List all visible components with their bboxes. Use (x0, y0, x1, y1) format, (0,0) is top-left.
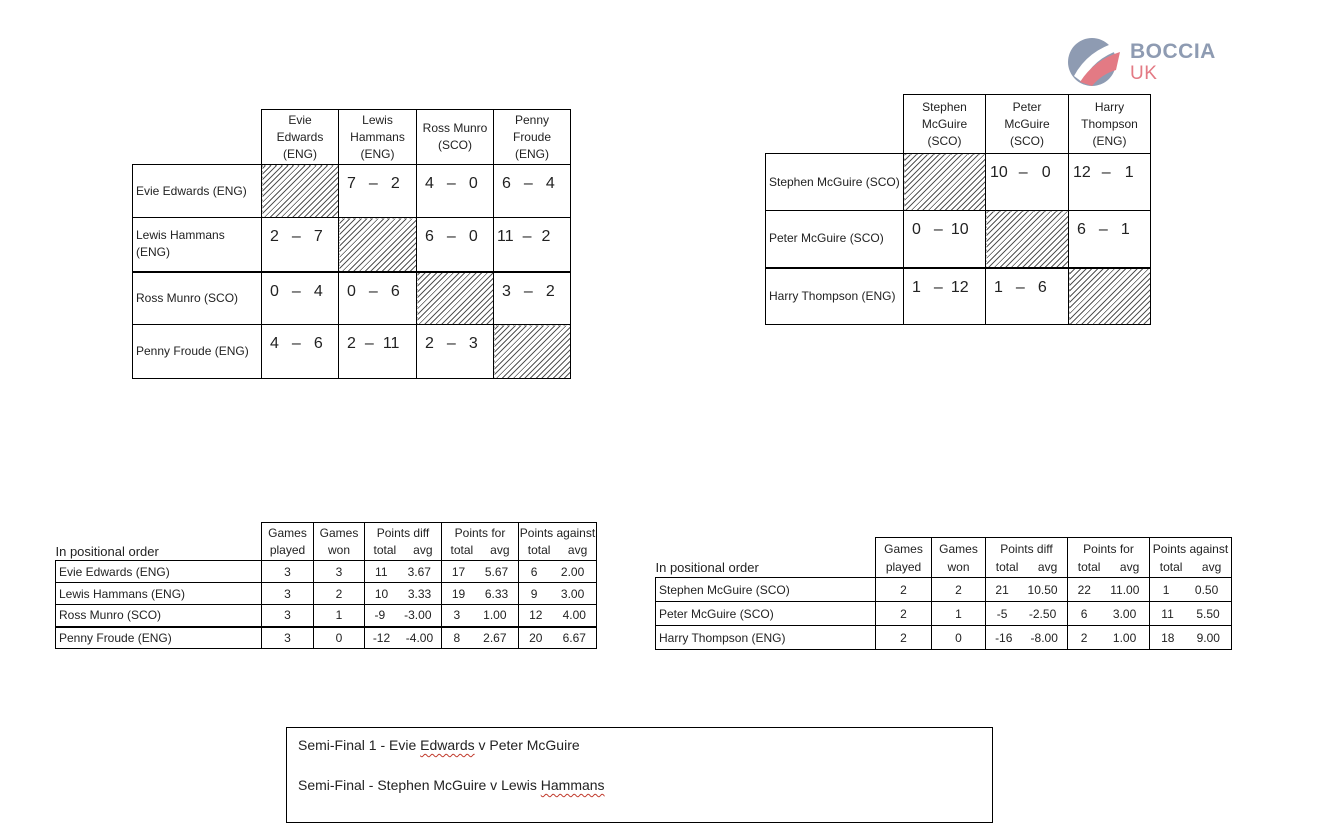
points-against-header: Points against total avg (519, 523, 597, 561)
standing-name: Peter McGuire (SCO) (656, 602, 876, 626)
score-cell: 2 – 11 (339, 325, 417, 379)
score-cell: 0 – 10 (904, 211, 986, 268)
standing-for: 6 3.00 (1068, 602, 1150, 626)
col-header-ross-munro: Ross Munro (SCO) (417, 110, 494, 165)
boccia-logo-icon (1066, 36, 1122, 88)
hatched-cell (262, 165, 339, 218)
standing-against: 18 9.00 (1150, 626, 1232, 650)
standing-won: 2 (314, 583, 365, 605)
row-header-lewis-hammans: Lewis Hammans (ENG) (133, 218, 262, 272)
standing-played: 3 (262, 583, 314, 605)
standing-diff: -9 -3.00 (365, 605, 442, 627)
group2-results-grid (765, 94, 1151, 325)
hatched-cell (904, 154, 986, 211)
standing-played: 3 (262, 605, 314, 627)
score-cell: 12 – 1 (1069, 154, 1151, 211)
hatched-cell (986, 211, 1069, 268)
score-cell: 6 – 1 (1069, 211, 1151, 268)
standing-name: Ross Munro (SCO) (56, 605, 262, 627)
col-header-penny-froude: Penny Froude (ENG) (494, 110, 571, 165)
standing-played: 2 (876, 578, 932, 602)
points-against-header: Points against total avg (1150, 538, 1232, 578)
score-cell: 6 – 4 (494, 165, 571, 218)
standing-against: 9 3.00 (519, 583, 597, 605)
standing-played: 3 (262, 561, 314, 583)
group2-standings-table (655, 537, 1232, 650)
standing-played: 3 (262, 627, 314, 649)
score-cell: 0 – 4 (262, 272, 339, 325)
hatched-cell (494, 325, 571, 379)
standing-won: 0 (314, 627, 365, 649)
score-cell: 4 – 6 (262, 325, 339, 379)
points-for-header: Points for total avg (1068, 538, 1150, 578)
score-cell: 10 – 0 (986, 154, 1069, 211)
score-cell: 1 – 6 (986, 268, 1069, 325)
row-header-penny-froude: Penny Froude (ENG) (133, 325, 262, 379)
score-cell: 0 – 6 (339, 272, 417, 325)
semi-final-2-line: Semi-Final - Stephen McGuire v Lewis Hammans (298, 777, 605, 793)
col-header-lewis-hammans: Lewis Hammans (ENG) (339, 110, 417, 165)
standing-diff: -5 -2.50 (986, 602, 1068, 626)
logo-text-uk: UK (1130, 63, 1158, 84)
positional-order-label: In positional order (55, 544, 159, 559)
standing-diff: -16 -8.00 (986, 626, 1068, 650)
standing-against: 20 6.67 (519, 627, 597, 649)
logo-text-boccia: BOCCIA (1130, 40, 1216, 63)
hatched-cell (1069, 268, 1151, 325)
row-header-evie-edwards: Evie Edwards (ENG) (133, 165, 262, 218)
score-cell: 6 – 0 (417, 218, 494, 272)
standing-won: 0 (932, 626, 986, 650)
score-cell: 2 – 7 (262, 218, 339, 272)
points-diff-header: Points diff total avg (986, 538, 1068, 578)
grid-corner (133, 110, 262, 165)
standing-won: 2 (932, 578, 986, 602)
games-played-header: Games played (262, 523, 314, 561)
score-cell: 7 – 2 (339, 165, 417, 218)
group1-standings-table (55, 522, 597, 649)
score-cell: 3 – 2 (494, 272, 571, 325)
standing-for: 17 5.67 (442, 561, 519, 583)
points-for-header: Points for total avg (442, 523, 519, 561)
col-header-peter-mcguire: Peter McGuire (SCO) (986, 95, 1069, 154)
games-won-header: Games won (314, 523, 365, 561)
standing-name: Harry Thompson (ENG) (656, 626, 876, 650)
hatched-cell (417, 272, 494, 325)
standing-against: 1 0.50 (1150, 578, 1232, 602)
games-won-header: Games won (932, 538, 986, 578)
standing-diff: 11 3.67 (365, 561, 442, 583)
standing-diff: -12 -4.00 (365, 627, 442, 649)
semi-finals-box (286, 727, 993, 823)
standing-played: 2 (876, 626, 932, 650)
standing-won: 3 (314, 561, 365, 583)
standing-for: 19 6.33 (442, 583, 519, 605)
points-diff-header: Points diff total avg (365, 523, 442, 561)
standing-against: 12 4.00 (519, 605, 597, 627)
standing-for: 8 2.67 (442, 627, 519, 649)
group1-results-grid (132, 109, 571, 379)
col-header-evie-edwards: Evie Edwards (ENG) (262, 110, 339, 165)
score-cell: 2 – 3 (417, 325, 494, 379)
standing-against: 11 5.50 (1150, 602, 1232, 626)
col-header-harry-thompson: Harry Thompson (ENG) (1069, 95, 1151, 154)
col-header-stephen-mcguire: Stephen McGuire (SCO) (904, 95, 986, 154)
standing-against: 6 2.00 (519, 561, 597, 583)
standing-diff: 10 3.33 (365, 583, 442, 605)
standing-for: 22 11.00 (1068, 578, 1150, 602)
row-header-harry-thompson: Harry Thompson (ENG) (766, 268, 904, 325)
row-header-ross-munro: Ross Munro (SCO) (133, 272, 262, 325)
standing-diff: 21 10.50 (986, 578, 1068, 602)
row-header-peter-mcguire: Peter McGuire (SCO) (766, 211, 904, 268)
standing-for: 2 1.00 (1068, 626, 1150, 650)
games-played-header: Games played (876, 538, 932, 578)
score-cell: 4 – 0 (417, 165, 494, 218)
standing-name: Stephen McGuire (SCO) (656, 578, 876, 602)
boccia-uk-logo (1066, 36, 1226, 88)
score-cell: 1 – 12 (904, 268, 986, 325)
standing-name: Evie Edwards (ENG) (56, 561, 262, 583)
score-cell: 11 – 2 (494, 218, 571, 272)
standing-name: Lewis Hammans (ENG) (56, 583, 262, 605)
standing-won: 1 (932, 602, 986, 626)
semi-final-1-line: Semi-Final 1 - Evie Edwards v Peter McGuire (298, 737, 580, 753)
positional-order-label: In positional order (655, 560, 759, 575)
grid-corner (766, 95, 904, 154)
standing-for: 3 1.00 (442, 605, 519, 627)
standing-won: 1 (314, 605, 365, 627)
standing-name: Penny Froude (ENG) (56, 627, 262, 649)
row-header-stephen-mcguire: Stephen McGuire (SCO) (766, 154, 904, 211)
standing-played: 2 (876, 602, 932, 626)
hatched-cell (339, 218, 417, 272)
